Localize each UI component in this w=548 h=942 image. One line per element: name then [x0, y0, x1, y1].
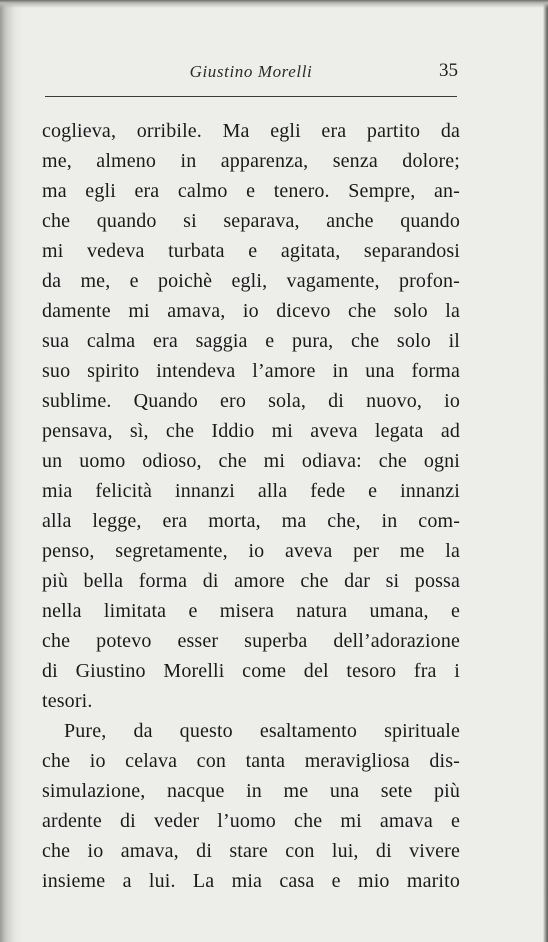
text-line: simulazione, nacque in me una sete più: [42, 780, 460, 802]
text-line: pensava, sì, che Iddio mi aveva legata ad: [42, 420, 460, 442]
text-line: suo spirito intendeva l’amore in una forma: [42, 360, 460, 382]
text-line: che io celava con tanta meravigliosa dis-: [42, 750, 460, 772]
text-line: un uomo odioso, che mi odiava: che ogni: [42, 450, 460, 472]
text-line: di Giustino Morelli come del tesoro fra i: [42, 660, 460, 682]
page-header: [44, 62, 458, 88]
text-line-paragraph-end: tesori.: [42, 690, 93, 712]
page-right-edge: [543, 0, 548, 942]
text-line: coglieva, orribile. Ma egli era partito da: [42, 120, 460, 142]
text-line: damente mi amava, io dicevo che solo la: [42, 300, 460, 322]
text-line: più bella forma di amore che dar si possa: [42, 570, 460, 592]
text-line: me, almeno in apparenza, senza dolore;: [42, 150, 460, 172]
text-line: ardente di veder l’uomo che mi amava e: [42, 810, 460, 832]
text-line: che quando si separava, anche quando: [42, 210, 460, 232]
page-number: 35: [439, 60, 458, 81]
body-text: [42, 116, 460, 896]
text-line: penso, segretamente, io aveva per me la: [42, 540, 460, 562]
text-line: mi vedeva turbata e agitata, separandosi: [42, 240, 460, 262]
text-line: nella limitata e misera natura umana, e: [42, 600, 460, 622]
text-line: sua calma era saggia e pura, che solo il: [42, 330, 460, 352]
text-line: che potevo esser superba dell’adorazione: [42, 630, 460, 652]
text-line: sublime. Quando ero sola, di nuovo, io: [42, 390, 460, 412]
text-line: ma egli era calmo e tenero. Sempre, an-: [42, 180, 460, 202]
text-line-paragraph-start: Pure, da questo esaltamento spirituale: [64, 720, 460, 742]
running-title: Giustino Morelli: [189, 62, 313, 81]
text-line: mia felicità innanzi alla fede e innanzi: [42, 480, 460, 502]
text-line: insieme a lui. La mia casa e mio marito: [42, 870, 460, 892]
text-line: che io amava, di stare con lui, di vivere: [42, 840, 460, 862]
header-rule: [45, 96, 457, 97]
text-line: da me, e poichè egli, vagamente, profon-: [42, 270, 460, 292]
text-line: alla legge, era morta, ma che, in com-: [42, 510, 460, 532]
